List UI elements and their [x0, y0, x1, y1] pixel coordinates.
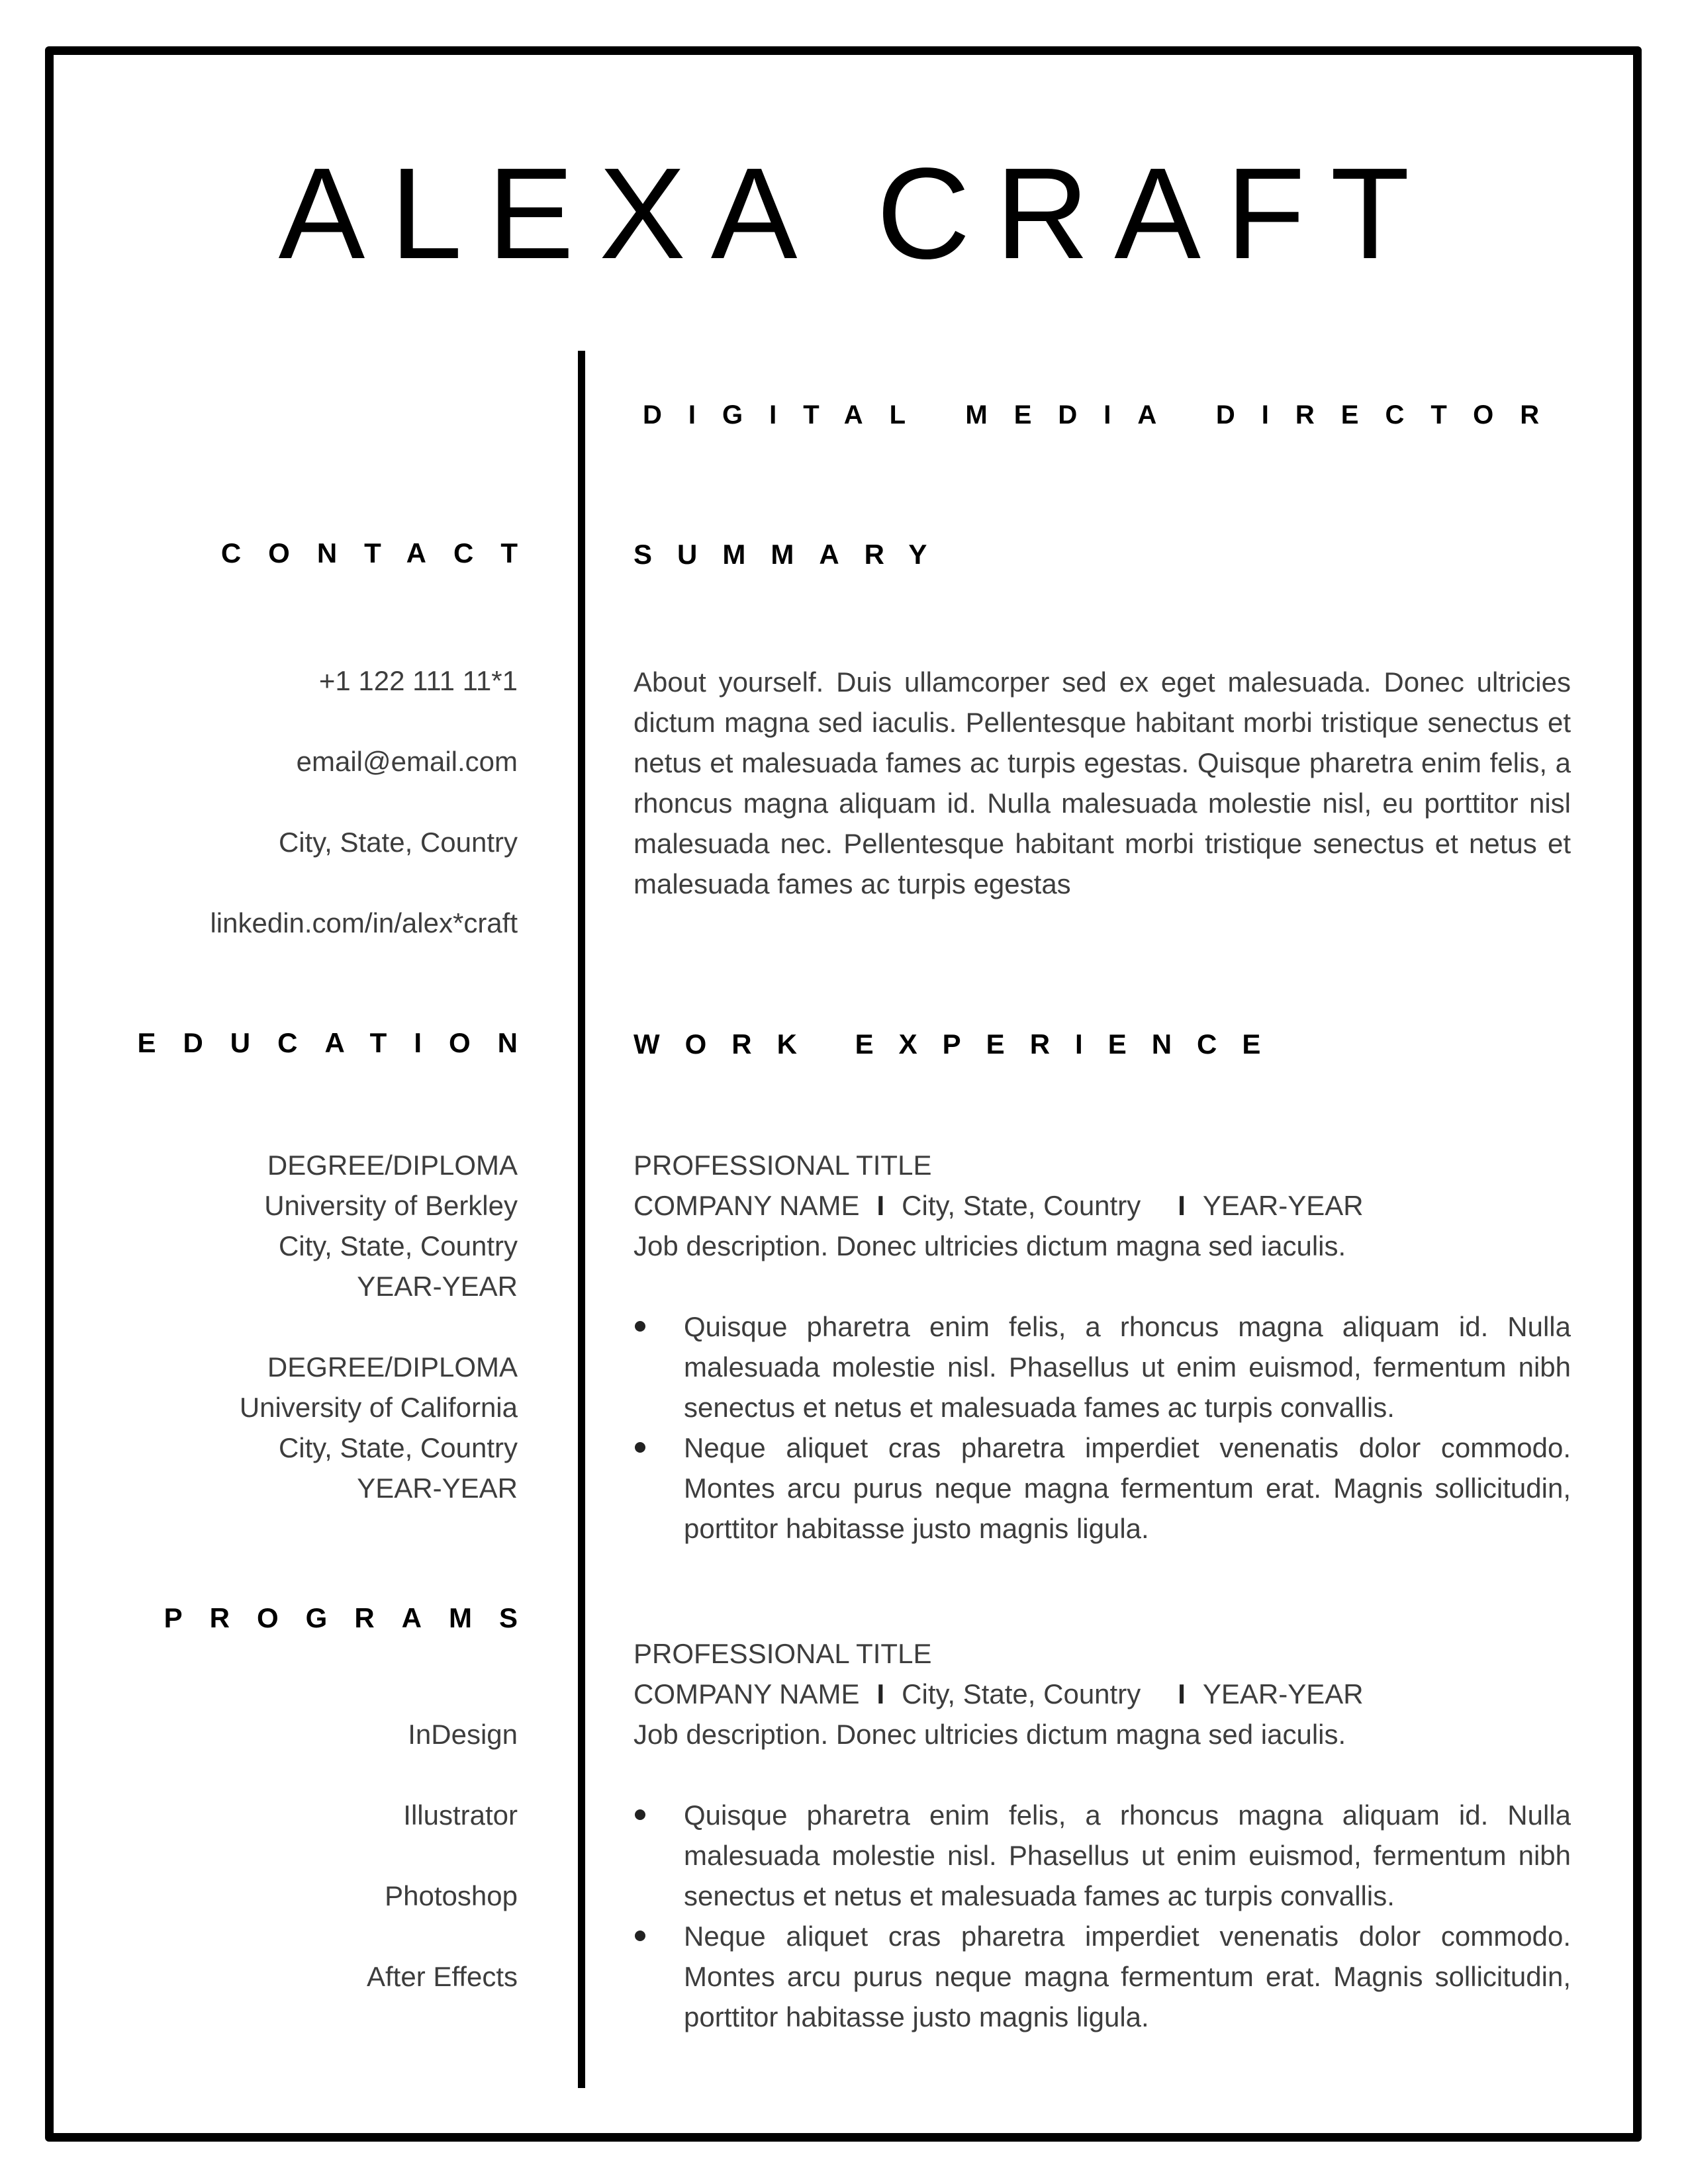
separator: I	[1178, 1190, 1186, 1221]
education-location: City, State, Country	[278, 1432, 518, 1463]
education-entry	[99, 1347, 518, 1508]
job-bullets	[633, 1795, 1571, 2037]
contact-section	[99, 537, 545, 569]
bullet-item: Quisque pharetra enim felis, a rhoncus magna aliquam id. Nulla malesuada molestie nisl. Phasellus ut enim euismod, fermentum nibh senectus et netus et malesuada fames ac turpis convallis.	[633, 1306, 1571, 1428]
job-title-section	[633, 402, 1571, 428]
education-school: University of California	[239, 1392, 518, 1423]
contact-email[interactable]: email@email.com	[296, 746, 518, 777]
program-item: Photoshop	[385, 1880, 518, 1911]
summary-section	[633, 541, 1571, 569]
education-section	[99, 1027, 545, 1058]
bullet-item: Neque aliquet cras pharetra imperdiet venenatis dolor commodo. Montes arcu purus neque magna fermentum erat. Magnis sollicitudin, porttitor habitasse justo magnis ligula.	[633, 1428, 1571, 1549]
job-meta-line	[633, 1674, 1571, 1714]
education-years: YEAR-YEAR	[357, 1271, 518, 1302]
job-title: DIGITAL MEDIA DIRECTOR	[643, 400, 1566, 430]
separator: I	[1178, 1678, 1186, 1709]
contact-phone: +1 122 111 11*1	[318, 665, 518, 696]
education-degree: DEGREE/DIPLOMA	[267, 1150, 518, 1181]
job-years: YEAR-YEAR	[1202, 1678, 1364, 1709]
education-list	[99, 1145, 518, 1549]
education-entry	[99, 1145, 518, 1306]
contact-heading: CONTACT	[220, 537, 545, 569]
job-years: YEAR-YEAR	[1202, 1190, 1364, 1221]
contact-linkedin[interactable]: linkedin.com/in/alex*craft	[210, 907, 518, 938]
job-title-line: PROFESSIONAL TITLE	[633, 1150, 932, 1181]
education-degree: DEGREE/DIPLOMA	[267, 1351, 518, 1383]
bullet-icon	[635, 1321, 645, 1332]
work-experience-section	[633, 1030, 1571, 1058]
candidate-name: ALEXA CRAFT	[278, 141, 1435, 286]
education-years: YEAR-YEAR	[357, 1473, 518, 1504]
bullet-icon	[635, 1931, 645, 1941]
education-school: University of Berkley	[264, 1190, 518, 1221]
job-description: Job description. Donec ultricies dictum magna sed iaculis.	[633, 1230, 1346, 1261]
work-experience-heading: WORK EXPERIENCE	[633, 1028, 1286, 1060]
company-name: COMPANY NAME	[633, 1190, 860, 1221]
column-divider	[578, 351, 585, 2088]
program-item: Illustrator	[403, 1799, 518, 1831]
program-item: InDesign	[408, 1719, 518, 1750]
summary-heading: SUMMARY	[633, 539, 953, 570]
bullet-item: Quisque pharetra enim felis, a rhoncus magna aliquam id. Nulla malesuada molestie nisl. Phasellus ut enim euismod, fermentum nibh senectus et netus et malesuada fames ac turpis convallis.	[633, 1795, 1571, 1916]
contact-list	[99, 660, 518, 983]
job-description: Job description. Donec ultricies dictum magna sed iaculis.	[633, 1719, 1346, 1750]
education-heading: EDUCATION	[137, 1027, 545, 1058]
education-location: City, State, Country	[278, 1230, 518, 1261]
job-bullets	[633, 1306, 1571, 1549]
job-title-line: PROFESSIONAL TITLE	[633, 1638, 932, 1669]
program-item: After Effects	[367, 1961, 518, 1992]
job-entry	[633, 1633, 1571, 2037]
separator: I	[876, 1678, 885, 1709]
programs-heading: PROGRAMS	[164, 1602, 545, 1633]
job-location: City, State, Country	[902, 1190, 1141, 1221]
job-entry	[633, 1145, 1571, 1549]
summary-text: About yourself. Duis ullamcorper sed ex eget malesuada. Donec ultricies dictum magna sed iaculis. Pellentesque habitant morbi tristique senectus et netus et malesuada fames ac turpis egestas. Quisque pharetra enim felis, a rhoncus magna aliquam id. Nulla malesuada molestie nisl, eu porttitor nisl malesuada nec. Pellentesque habitant morbi tristique senectus et netus et malesuada fames ac turpis egestas	[633, 666, 1571, 899]
company-name: COMPANY NAME	[633, 1678, 860, 1709]
bullet-icon	[635, 1809, 645, 1820]
bullet-item: Neque aliquet cras pharetra imperdiet venenatis dolor commodo. Montes arcu purus neque magna fermentum erat. Magnis sollicitudin, porttitor habitasse justo magnis ligula.	[633, 1916, 1571, 2037]
programs-list	[99, 1714, 518, 2037]
bullet-icon	[635, 1442, 645, 1453]
contact-location: City, State, Country	[278, 827, 518, 858]
separator: I	[876, 1190, 885, 1221]
programs-section	[99, 1602, 545, 1633]
job-meta-line	[633, 1185, 1571, 1226]
job-location: City, State, Country	[902, 1678, 1141, 1709]
